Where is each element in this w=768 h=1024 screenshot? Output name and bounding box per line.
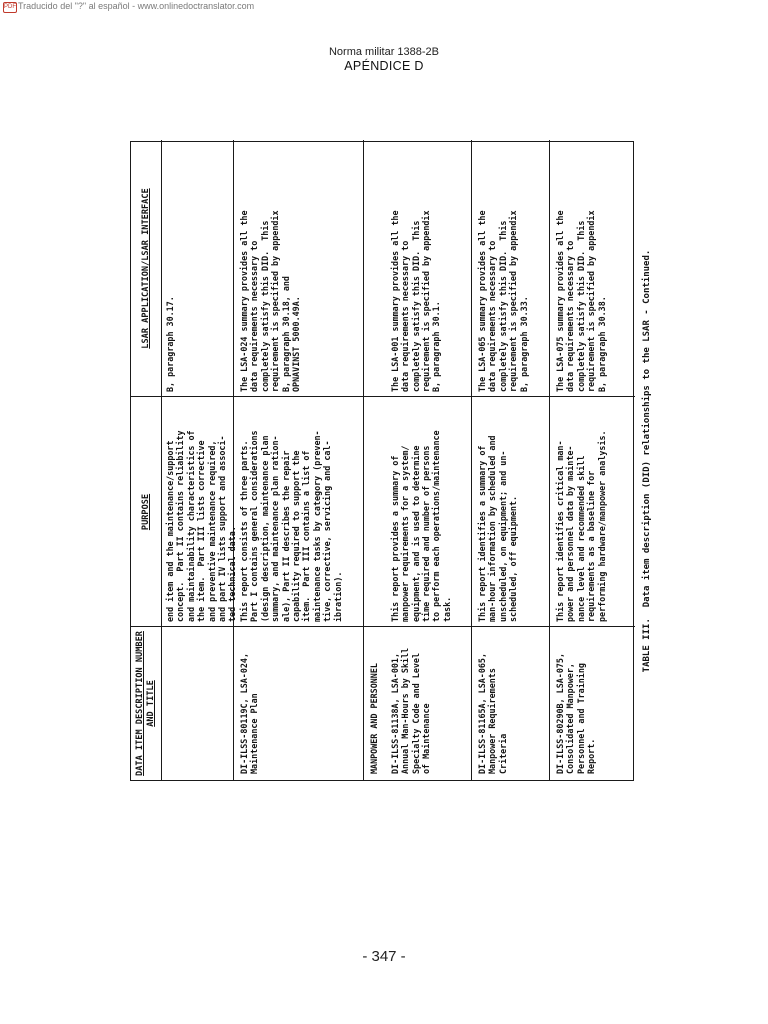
rotated-table-page — [130, 141, 666, 781]
column-divider — [131, 396, 635, 397]
table-cell-lsar: The LSA-001 summary provides all the data requirements necessary to completely satisfy this DID. This requirement is specified by appendix B, paragraph 30.1. — [389, 210, 442, 392]
data-table — [130, 141, 634, 781]
row-divider — [549, 140, 550, 780]
header-purpose: PURPOSE — [141, 493, 151, 531]
table-cell-purpose: end item and the maintenance/support concept. Part II contains reliability and maintainability characteristics of the item. Part III lists corrective and preventive maintenance required, and part IV lists support and associ- ted technical data. — [165, 430, 238, 622]
translator-bar — [0, 0, 768, 14]
table-cell-purpose: This report identifies critical man- power and personnel data by mainte- nance level and recommended skill requirements as a baseline for performing hardware/manpower analysis. — [555, 430, 607, 622]
table-cell-did: MANPOWER AND PERSONNEL DI-ILSS-81138A, LSA-001, Annual Man-Hours by Skill Specialty Code and Level of Maintenance — [369, 647, 432, 774]
table-cell-lsar: The LSA-075 summary provides all the data requirements necessary to completely satisfy this DID. This requirement is specified by appendix B, paragraph 30.38. — [555, 210, 607, 392]
table-cell-purpose: This report provides a summary of manpower requirements for a system/ equipment, and is used to determine time required and number of persons to perform each operations/maintenance task. — [389, 430, 452, 622]
table-cell-purpose: This report identifies a summary of man-hour information by scheduled and unscheduled, on equipment; and un- scheduled, off equipment. — [477, 435, 519, 622]
table-caption: TABLE III. Data item description (DID) relationships to the LSAR - Continued. — [642, 249, 652, 673]
table-cell-purpose: This report consists of three parts. Part I contains general considerations (design description, maintenance plan summary, and maintenance plan ration- ale), Part II describes the repair capability required to support the item. Part III contains a list of maintenance tasks by category (preven- tive, corrective, servicing and cal- ibration). — [239, 430, 343, 622]
header-lsar-application: LSAR APPLICATION/LSAR INTERFACE — [141, 188, 151, 349]
table-cell-lsar: B, paragraph 30.17. — [165, 296, 175, 392]
table-cell-lsar: The LSA-024 summary provides all the data requirements necessary to completely satisfy this DID. This requirement is specified by appendix B, paragraph 30.18, and OPNAVINST 5000.49A. — [239, 210, 302, 392]
appendix-title: APÉNDICE D — [344, 59, 424, 73]
row-divider — [363, 140, 364, 780]
column-divider — [131, 626, 635, 627]
translator-logo-icon: PDF — [3, 2, 17, 13]
document-header: Norma militar 1388-2B — [328, 46, 440, 58]
table-cell-did: DI-ILSS-80119C, LSA-024, Maintenance Plan — [239, 652, 260, 774]
table-cell-lsar: The LSA-065 summary provides all the data requirements necessary to completely satisfy this DID. This requirement is specified by appendix B, paragraph 30.33. — [477, 210, 529, 392]
table-cell-did: DI-ILSS-80290B, LSA-075, Consolidated Manpower, Personnel and Training Report. — [555, 652, 597, 774]
row-divider — [471, 140, 472, 780]
table-cell-did: DI-ILSS-81165A, LSA-065, Manpower Requirements Criteria — [477, 652, 508, 774]
header-item-description: DATA ITEM DESCRIPTION NUMBER AND TITLE — [135, 631, 156, 776]
page-number: - 347 - — [362, 948, 406, 965]
header-divider — [161, 140, 162, 780]
translator-link[interactable]: Traducido del "?" al español - www.onlinedoctranslator.com — [18, 1, 255, 11]
